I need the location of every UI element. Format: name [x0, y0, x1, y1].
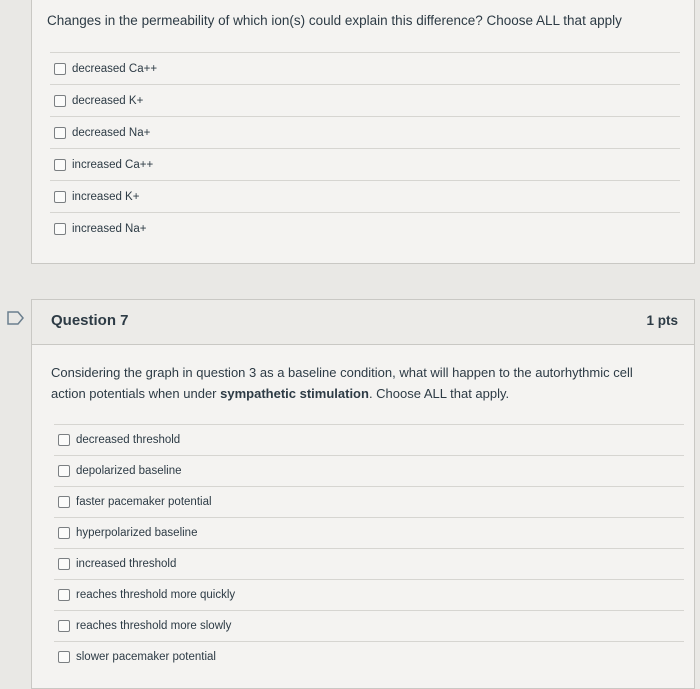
answer-label: decreased K+: [72, 94, 144, 107]
answer-label: decreased Na+: [72, 126, 151, 139]
answer-label: depolarized baseline: [76, 465, 182, 477]
checkbox-icon[interactable]: [54, 159, 66, 171]
answer-label: increased threshold: [76, 558, 177, 570]
answer-list: [50, 52, 680, 244]
answer-label: increased Na+: [72, 222, 147, 235]
bookmark-flag-icon[interactable]: [7, 311, 25, 325]
question-text-part1: Considering the graph in question 3 as a baseline condition, what will happen to the autorhythmic cell action potentials when under: [51, 365, 633, 401]
checkbox-icon[interactable]: [58, 496, 70, 508]
answer-option[interactable]: [50, 148, 680, 180]
answer-option[interactable]: [54, 641, 684, 672]
answer-option[interactable]: [50, 212, 680, 244]
checkbox-icon[interactable]: [58, 620, 70, 632]
question-7-card: [31, 299, 695, 689]
checkbox-icon[interactable]: [58, 651, 70, 663]
answer-option[interactable]: [54, 610, 684, 641]
checkbox-icon[interactable]: [58, 527, 70, 539]
question-title: Question 7: [51, 312, 129, 329]
checkbox-icon[interactable]: [58, 589, 70, 601]
answer-option[interactable]: [54, 455, 684, 486]
answer-label: decreased threshold: [76, 434, 181, 446]
answer-option[interactable]: [54, 486, 684, 517]
answer-option[interactable]: [54, 517, 684, 548]
answer-label: decreased Ca++: [72, 62, 158, 75]
question-text: [51, 362, 671, 404]
answer-option[interactable]: [54, 548, 684, 579]
checkbox-icon[interactable]: [58, 465, 70, 477]
checkbox-icon[interactable]: [58, 434, 70, 446]
answer-option[interactable]: [54, 424, 684, 455]
question-points: 1 pts: [646, 313, 678, 328]
answer-label: increased Ca++: [72, 158, 154, 171]
answer-option[interactable]: [50, 84, 680, 116]
answer-option[interactable]: [50, 52, 680, 84]
checkbox-icon[interactable]: [54, 191, 66, 203]
answer-list: [54, 424, 684, 672]
checkbox-icon[interactable]: [54, 223, 66, 235]
answer-option[interactable]: [54, 579, 684, 610]
question-text-bold: sympathetic stimulation: [220, 386, 369, 401]
checkbox-icon[interactable]: [54, 95, 66, 107]
checkbox-icon[interactable]: [54, 63, 66, 75]
question-text-part2: . Choose ALL that apply.: [368, 386, 510, 401]
answer-label: increased K+: [72, 190, 140, 203]
question-header: [32, 300, 694, 345]
previous-question-card: [31, 0, 695, 264]
answer-label: reaches threshold more slowly: [76, 620, 232, 632]
answer-label: reaches threshold more quickly: [76, 589, 236, 601]
checkbox-icon[interactable]: [54, 127, 66, 139]
answer-option[interactable]: [50, 180, 680, 212]
question-prompt: Changes in the permeability of which ion(s) could explain this difference? Choose ALL that apply: [47, 13, 622, 28]
answer-option[interactable]: [50, 116, 680, 148]
answer-label: slower pacemaker potential: [76, 651, 216, 663]
checkbox-icon[interactable]: [58, 558, 70, 570]
answer-label: faster pacemaker potential: [76, 496, 212, 508]
answer-label: hyperpolarized baseline: [76, 527, 198, 539]
